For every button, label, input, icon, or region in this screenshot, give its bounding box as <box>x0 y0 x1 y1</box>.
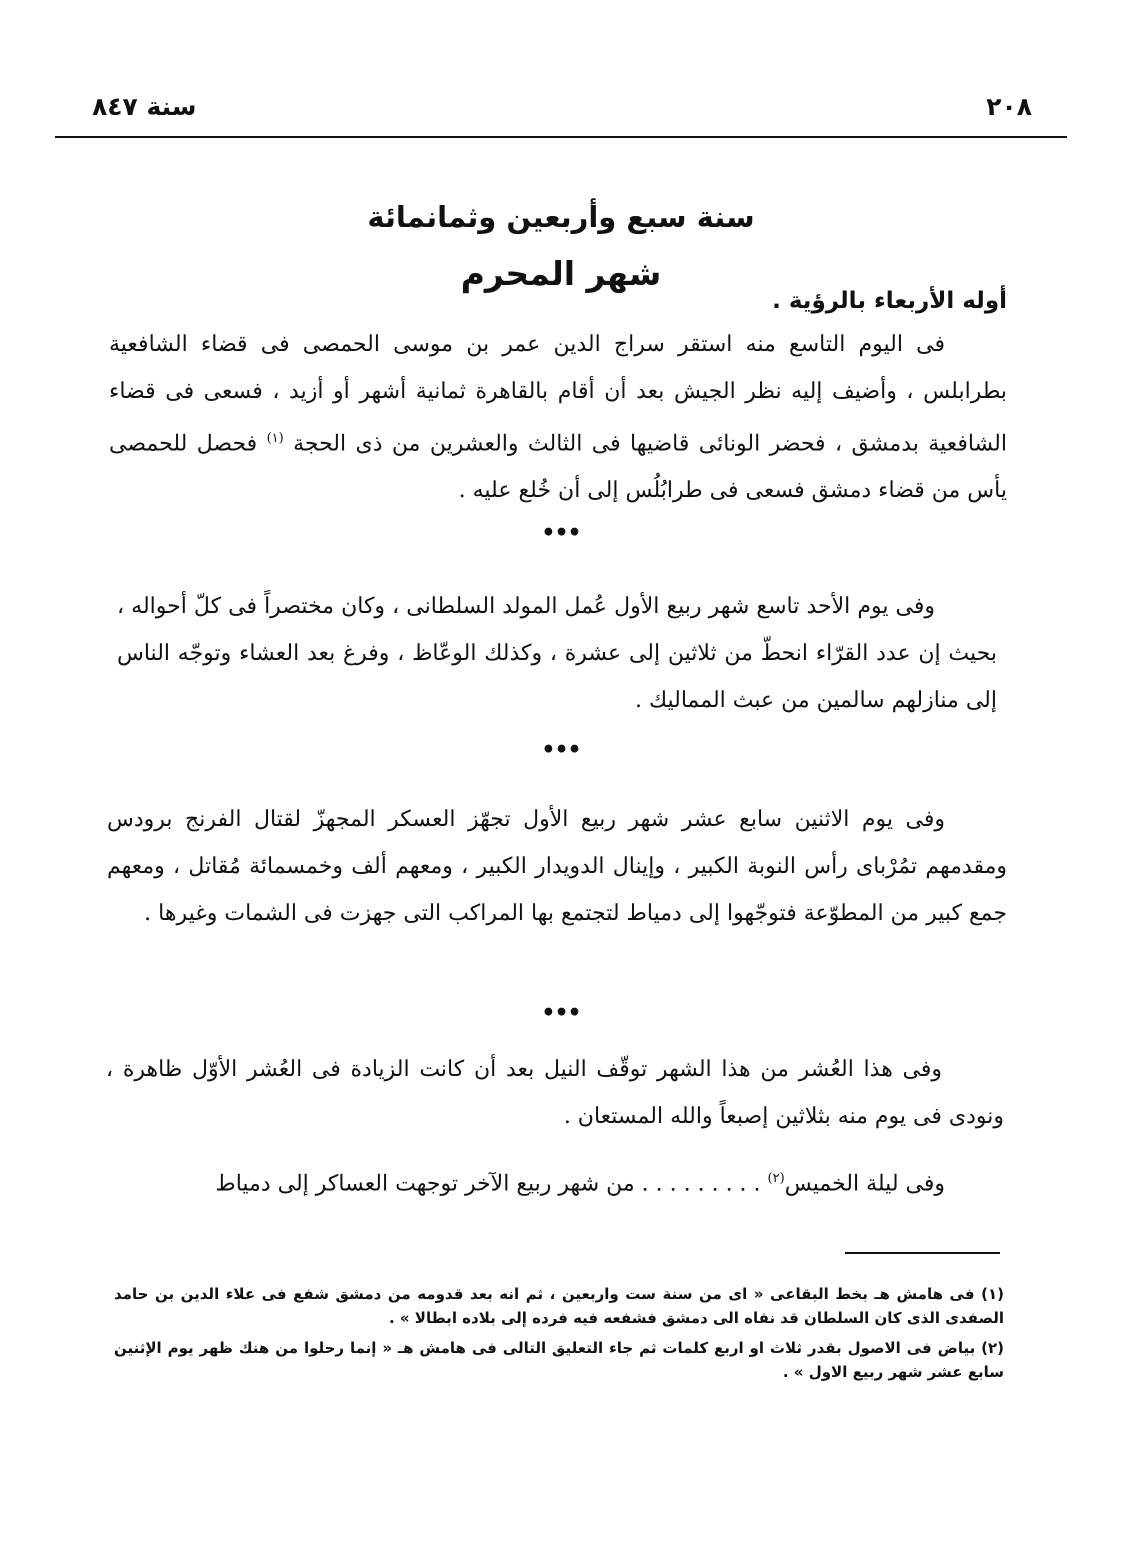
ellipsis-gap: . . . . . . . . . <box>641 1171 761 1197</box>
running-head-year: سنة ٨٤٧ <box>92 92 197 121</box>
section-title-month: شهر المحرم <box>460 254 662 293</box>
paragraph-5-start: وفى ليلة الخميس <box>784 1171 945 1197</box>
header-rule <box>55 136 1067 138</box>
intro-line: أوله الأربعاء بالرؤية . <box>772 288 1007 314</box>
paragraph-2 <box>117 583 997 724</box>
paragraph-3-text: وفى يوم الاثنين سابع عشر شهر ربيع الأول تجهّز العسكر المجهزّ لقتال الفرنج برودس ومقدمهم تمُرْباى رأس النوبة الكبير ، وإينال الدويدار الكبير ، ومعهم ألف وخمسمائة مُقاتل ، ومعهم جمع كبير من المطوّعة فتوجّهوا إلى دمياط لتجتمع بها المراكب التى جهزت فى الشمات وغيرها . <box>107 807 1007 926</box>
section-separator: ••• <box>541 737 581 763</box>
page-number: ٢٠٨ <box>986 92 1032 121</box>
section-separator: ••• <box>541 520 581 546</box>
paragraph-2-text: وفى يوم الأحد تاسع شهر ربيع الأول عُمل المولد السلطانى ، وكان مختصراً فى كلّ أحواله ، بحيث إن عدد القرّاء انحطّ من ثلاثين إلى عشرة ، وكذلك الوعّاظ ، وفرغ بعد العشاء وتوجّه الناس إلى منازلهم سالمين من عبث المماليك . <box>117 594 997 713</box>
section-separator: ••• <box>541 1000 581 1026</box>
paragraph-1 <box>109 321 1007 514</box>
footnote-2: (٢) بياض فى الاصول بقدر ثلاث او اربع كلمات ثم جاء التعليق التالى فى هامش هـ « إنما رحلوا من هنك ظهر يوم الإثنين سابع عشر شهر ربيع الاول » . <box>114 1339 1004 1381</box>
section-title-year: سنة سبع وأربعين وثمانمائة <box>367 200 755 234</box>
paragraph-3 <box>107 796 1007 937</box>
footnote-1: (١) فى هامش هـ بخط البقاعى « اى من سنة ست واربعين ، ثم انه بعد قدومه من دمشق شفع فى علاء الدين بن حامد الصفدى الذى كان السلطان قد نفاه الى دمشق فشفعه فيه فرده إلى بلاده ابطالا » . <box>114 1285 1004 1327</box>
paragraph-1-text: فى اليوم التاسع منه استقر سراج الدين عمر بن موسى الحمصى فى قضاء الشافعية بطرابلس ، وأضيف إليه نظر الجيش بعد أن أقام بالقاهرة ثمانية أشهر أو أزيد ، فسعى فى قضاء الشافعية بدمشق ، فحضر الونائى قاضيها فى الثالث والعشرين من ذى الحجة <box>109 332 1007 457</box>
footnote-rule <box>845 1252 1000 1254</box>
paragraph-4-text: وفى هذا العُشر من هذا الشهر توقّف النيل بعد أن كانت الزيادة فى العُشر الأوّل ظاهرة ، ونودى فى يوم منه بثلاثين إصبعاً والله المستعان . <box>106 1057 1004 1129</box>
paragraph-5 <box>107 1155 1007 1207</box>
footnote-ref-2: (٢) <box>767 1171 785 1186</box>
paragraph-5-end: من شهر ربيع الآخر توجهت العساكر إلى دمياط <box>215 1171 635 1197</box>
paragraph-4 <box>106 1046 1004 1140</box>
paragraph-1-tail: فحصل للحمصى يأس من قضاء دمشق فسعى فى طرابُلُس إلى أن خُلع عليه . <box>109 431 1007 504</box>
footnote-ref-1: (١) <box>266 431 284 446</box>
